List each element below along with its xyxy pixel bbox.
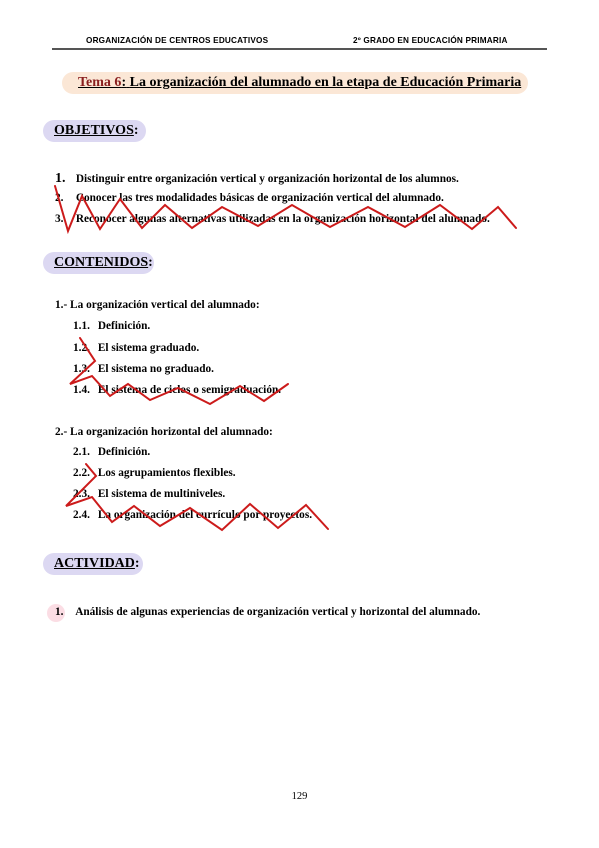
contenido-text: El sistema no graduado. bbox=[97, 363, 214, 375]
contenido-text: Definición. bbox=[97, 446, 151, 458]
page-title bbox=[78, 75, 521, 91]
contenido-number: 1.2. bbox=[73, 342, 90, 354]
objetivo-text: Reconocer algunas alternativas utilizadas en la organización horizontal del alumnado. bbox=[75, 213, 490, 225]
actividad-item-1 bbox=[55, 606, 480, 618]
contenido-number: 2.2. bbox=[73, 467, 90, 479]
objetivos-label: OBJETIVOS bbox=[54, 123, 134, 138]
objetivos-heading bbox=[54, 123, 139, 139]
contenido-item bbox=[73, 467, 236, 479]
contenido-number: 1.1. bbox=[73, 320, 90, 332]
objetivo-number: 3. bbox=[55, 213, 64, 225]
contenido-number: 2.4. bbox=[73, 509, 90, 521]
objetivo-text: Conocer las tres modalidades básicas de organización vertical del alumnado. bbox=[75, 192, 444, 204]
header-rule bbox=[52, 48, 547, 50]
title-text: La organización del alumnado en la etapa de Educación Primaria bbox=[129, 75, 522, 90]
actividad-label: ACTIVIDAD bbox=[54, 556, 135, 571]
contenidos-heading bbox=[54, 255, 153, 271]
actividad-text: Análisis de algunas experiencias de organización vertical y horizontal del alumnado. bbox=[75, 606, 481, 618]
objetivo-number: 1. bbox=[55, 171, 66, 186]
contenidos-group-2-title: 2.- La organización horizontal del alumnado: bbox=[55, 426, 273, 438]
contenido-number: 2.3. bbox=[73, 488, 90, 500]
contenido-text: Definición. bbox=[97, 320, 151, 332]
actividad-heading bbox=[54, 556, 140, 572]
objetivo-number: 2. bbox=[55, 192, 64, 204]
contenido-number: 1.4. bbox=[73, 384, 90, 396]
contenido-text: El sistema de multiniveles. bbox=[97, 488, 226, 500]
contenidos-label: CONTENIDOS bbox=[54, 255, 149, 270]
contenido-item bbox=[73, 509, 312, 521]
title-tema: Tema 6 bbox=[78, 75, 122, 90]
contenido-item bbox=[73, 488, 225, 500]
header-course-title: ORGANIZACIÓN DE CENTROS EDUCATIVOS bbox=[86, 36, 269, 45]
objetivos-colon: : bbox=[133, 123, 139, 138]
contenido-text: El sistema graduado. bbox=[97, 342, 200, 354]
contenido-item bbox=[73, 446, 150, 458]
contenido-item bbox=[73, 342, 199, 354]
actividad-colon: : bbox=[134, 556, 140, 571]
title-separator: : bbox=[121, 75, 127, 90]
contenido-item bbox=[73, 363, 214, 375]
page-header bbox=[52, 36, 547, 48]
contenido-number: 2.1. bbox=[73, 446, 90, 458]
objetivo-item-3 bbox=[55, 213, 490, 225]
contenido-text: Los agrupamientos flexibles. bbox=[97, 467, 236, 479]
contenidos-group-1-title: 1.- La organización vertical del alumnado: bbox=[55, 299, 260, 311]
contenido-text: El sistema de ciclos o semigraduación. bbox=[97, 384, 282, 396]
contenido-text: La organización del currículo por proyectos. bbox=[97, 509, 313, 521]
objetivo-item-2 bbox=[55, 192, 444, 204]
actividad-number: 1. bbox=[55, 606, 64, 618]
contenidos-colon: : bbox=[148, 255, 153, 270]
page-number: 129 bbox=[291, 791, 308, 802]
contenido-number: 1.3. bbox=[73, 363, 90, 375]
contenido-item bbox=[73, 320, 150, 332]
contenido-item bbox=[73, 384, 281, 396]
objetivo-text: Distinguir entre organización vertical y organización horizontal de los alumnos. bbox=[75, 173, 459, 185]
header-degree-title: 2º GRADO EN EDUCACIÓN PRIMARIA bbox=[353, 36, 508, 45]
objetivo-item-1 bbox=[55, 171, 459, 187]
